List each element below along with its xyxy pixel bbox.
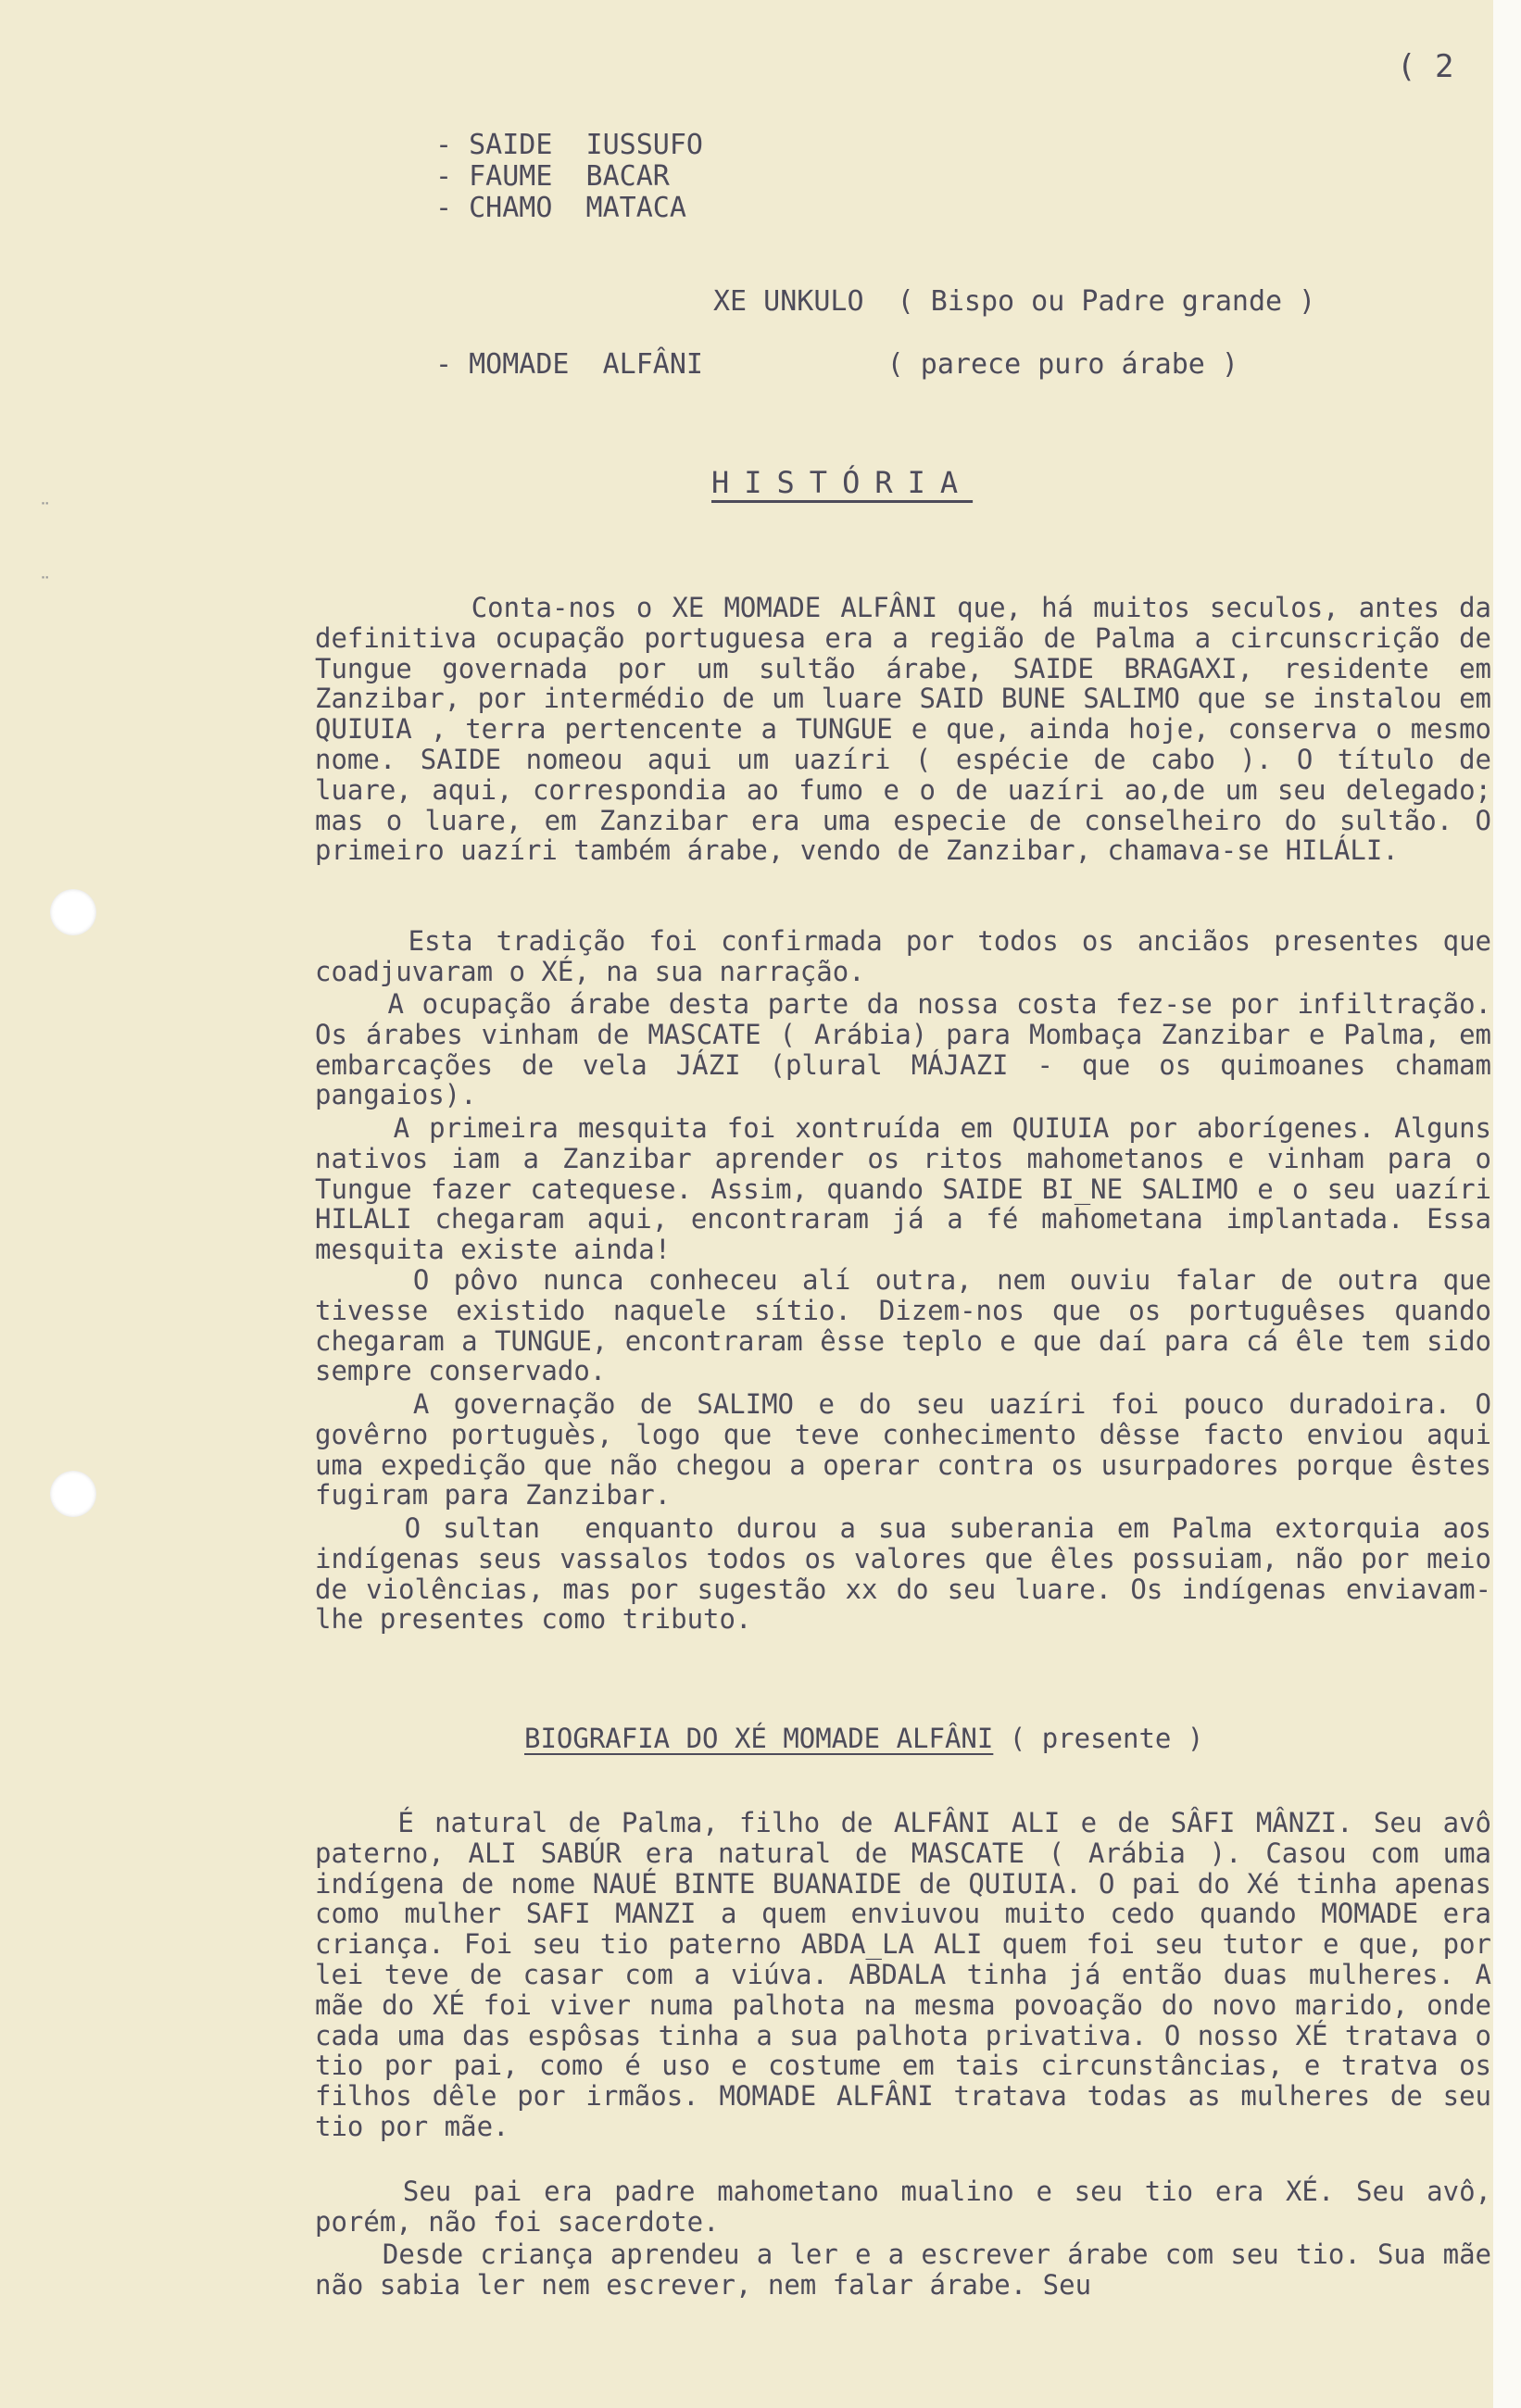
biografia-heading <box>524 1723 1203 1754</box>
punch-hole-upper <box>50 889 96 935</box>
margin-mark: ¨ <box>39 500 52 523</box>
historia-paragraph: A ocupação árabe desta parte da nossa costa fez-se por infiltração. Os árabes vinham de MASCATE ( Arábia) para Mombaça Zanzibar e Palma, em embarcações de vela JÁZI (plural MÁJAZI - que os quimoanes chamam pangaios). <box>315 988 1491 1111</box>
historia-paragraph: O sultan enquanto durou a sua suberania em Palma extorquia aos indígenas seus vassalos todos os valores que êles possuiam, não por meio de violências, mas por sugestão xx do seu luare. Os indígenas enviavam-lhe presentes como tributo. <box>315 1512 1491 1636</box>
historia-title: HISTÓRIA <box>711 465 974 500</box>
name-entry: - CHAMO MATACA <box>435 192 686 224</box>
historia-paragraph: Conta-nos o XE MOMADE ALFÂNI que, há muitos seculos, antes da definitiva ocupação portuguesa era a região de Palma a circunscrição de Tungue governada por um sultão árabe, SAIDE BRAGAXI, residente em Zanzibar, por intermédio de um luare SAID BUNE SALIMO que se instalou em QUIUIA , terra pertencente a TUNGUE e que, ainda hoje, conserva o mesmo nome. SAIDE nomeou aqui um uazíri ( espécie de cabo ). O título de luare, aqui, correspondia ao fumo e o de uazíri ao,de um seu delegado; mas o luare, em Zanzibar era uma especie de conselheiro do sultão. O primeiro uazíri também árabe, vendo de Zanzibar, chamava-se HILÁLI. <box>315 592 1491 867</box>
names-list <box>435 130 703 224</box>
historia-paragraph: O pôvo nunca conheceu alí outra, nem ouviu falar de outra que tivesse existido naquele sítio. Dizem-nos que os portuguêses quando chegaram a TUNGUE, encontraram êsse teplo e que daí para cá êle tem sido sempre conservado. <box>315 1264 1491 1387</box>
biografia-title: BIOGRAFIA DO XÉ MOMADE ALFÂNI <box>524 1723 994 1754</box>
punch-hole-lower <box>50 1471 96 1517</box>
biografia-paragraph: Seu pai era padre mahometano mualino e seu tio era XÉ. Seu avô, porém, não foi sacerdote. <box>315 2176 1491 2238</box>
biografia-paragraph: Desde criança aprendeu a ler e a escrever árabe com seu tio. Sua mãe não sabia ler nem escrever, nem falar árabe. Seu <box>315 2239 1491 2301</box>
biografia-paragraph: É natural de Palma, filho de ALFÂNI ALI e de SÂFI MÂNZI. Seu avô paterno, ALI SABÚR era natural de MASCATE ( Arábia ). Casou com uma indígena de nome NAUÉ BINTE BUANAIDE de QUIUIA. O pai do Xé tinha apenas como mulher SAFI MANZI a quem enviuvou muito cedo quando MOMADE era criança. Foi seu tio paterno ABDA_LA ALI quem foi seu tutor e que, por lei teve de casar com a viúva. ABDALA tinha já então duas mulheres. A mãe do XÉ foi viver numa palhota na mesma povoação do novo marido, onde cada uma das espôsas tinha a sua palhota privativa. O nosso XÉ tratava o tio por pai, como é uso e costume em tais circunstâncias, e tratva os filhos dêle por irmãos. MOMADE ALFÂNI tratava todas as mulheres de seu tio por mãe. <box>315 1807 1491 2142</box>
momade-alfani-line: - MOMADE ALFÂNI ( parece puro árabe ) <box>435 348 1238 381</box>
name-entry: - FAUME BACAR <box>435 160 670 193</box>
margin-mark: ¨ <box>39 574 52 597</box>
historia-paragraph: A governação de SALIMO e do seu uazíri foi pouco duradoira. O govêrno portuguès, logo que teve conhecimento dêsse facto enviou aqui uma expedição que não chegou a operar contra os usurpadores porque êstes fugiram para Zanzibar. <box>315 1388 1491 1511</box>
name-entry: - SAIDE IUSSUFO <box>435 129 703 161</box>
page-number: ( 2 <box>1397 48 1454 85</box>
xe-unkulo-line: XE UNKULO ( Bispo ou Padre grande ) <box>713 285 1316 318</box>
historia-paragraph: Esta tradição foi confirmada por todos os anciãos presentes que coadjuvaram o XÉ, na sua narração. <box>315 925 1491 987</box>
biografia-suffix: ( presente ) <box>993 1723 1204 1754</box>
historia-paragraph: A primeira mesquita foi xontruída em QUIUIA por aborígenes. Alguns nativos iam a Zanzibar aprender os ritos mahometanos e vinham para o Tungue fazer catequese. Assim, quando SAIDE BI_NE SALIMO e o seu uazíri HILALI chegaram aqui, encontraram já a fé mahometana implantada. Essa mesquita existe ainda! <box>315 1112 1491 1266</box>
